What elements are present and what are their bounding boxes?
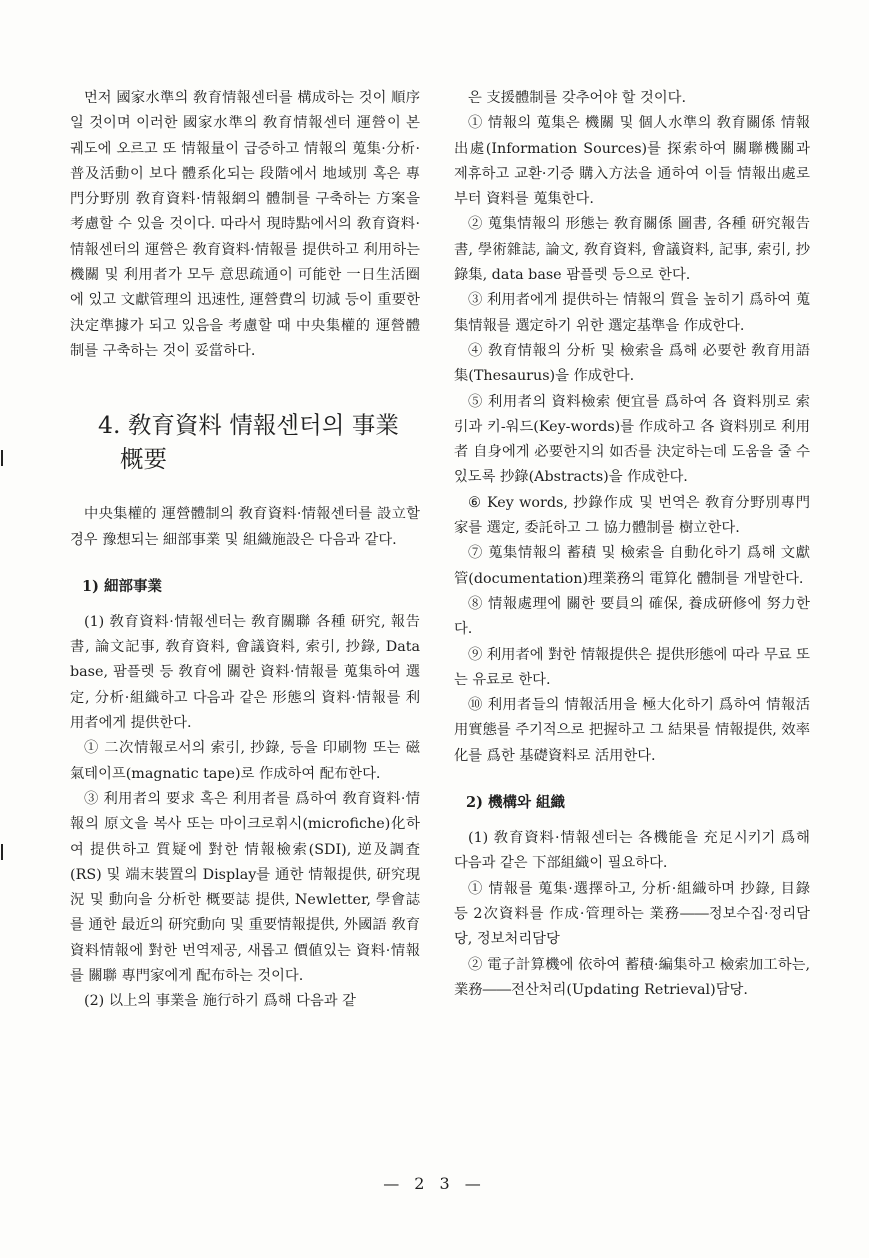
right-column — [454, 86, 810, 1003]
detail-item-1: (1) 敎育資料·情報센터는 敎育關聯 各種 研究, 報告書, 論文記事, 敎育資料, 會議資料, 索引, 抄錄, Data base, 팜플렛 등 敎育에 關한 資料·情報를 蒐集하여 選定, 分析·組織하고 다음과 같은 形態의 資料·情報를 利用者에게 提供한다. — [70, 613, 420, 732]
intro-paragraph: 먼저 國家水準의 敎育情報센터를 構成하는 것이 順序일 것이며 이러한 國家水準의 敎育情報센터 運營이 본 궤도에 오르고 또 情報量이 급증하고 情報의 蒐集·分析·普及活動이 보다 體系化되는 段階에서 地域別 혹은 專門分野別 敎育資料·情報網의 體制를 구축하는 方案을 考慮할 수 있을 것이다. 따라서 現時點에서의 敎育資料·情報센터의 運營은 敎育資料·情報를 提供하고 利用하는 機關 및 利用者가 모두 意思疏通이 可能한 一日生活圈에 있고 文獻管理의 迅速性, 運營費의 切減 등이 重要한 決定準據가 되고 있음을 考慮할 때 中央集權的 運營體制를 구축하는 것이 妥當하다. — [70, 90, 420, 359]
support-item-3: ③ 利用者에게 提供하는 情報의 質을 높히기 爲하여 蒐集情報를 選定하기 위한 選定基準을 作成한다. — [454, 292, 810, 334]
support-item-2: ② 蒐集情報의 形態는 敎育關係 圖書, 各種 研究報告書, 學術雜誌, 論文, 敎育資料, 會議資料, 記事, 索引, 抄錄集, data base 팜플렛 등으로 한다. — [454, 216, 810, 284]
support-item-5: ⑤ 利用者의 資料檢索 便宜를 爲하여 各 資料別로 索引과 키-워드(Key-words)를 作成하고 各 資料別로 利用者 自身에게 必要한지의 如否를 決定하는데 도움을 줄 수 있도록 抄錄(Abstracts)을 作成한다. — [454, 393, 810, 486]
detail-item-2: (2) 以上의 事業을 施行하기 爲해 다음과 같 — [84, 993, 356, 1010]
subsection-heading-details: 1) 細部事業 — [82, 577, 162, 595]
support-item-1: ① 情報의 蒐集은 機關 및 個人水準의 敎育關係 情報出處(Information Sources)를 探索하여 關聯機關과 제휴하고 교환·기증 購入方法을 通하여 이들 情報出處로부터 資料를 蒐集한다. — [454, 115, 810, 208]
detail-item-1b: ③ 利用者의 要求 혹은 利用者를 爲하여 敎育資料·情報의 原文을 복사 또는 마이크로휘시(microfiche)化하여 提供하고 質疑에 對한 情報檢索(SDI), 逆及調査(RS) 및 端末裝置의 Display를 通한 情報提供, 研究現況 및 動向을 分析한 概要誌 提供, Newletter, 學會誌를 通한 最近의 研究動向 및 重要情報提供, 外國語 敎育資料情報에 對한 번역제공, 새롭고 價値있는 資料·情報를 關聯 專門家에게 配布하는 것이다. — [70, 790, 420, 985]
section-heading-line2: 概要 — [120, 445, 167, 474]
support-item-4: ④ 敎育情報의 分析 및 檢索을 爲해 必要한 敎育用語集(Thesaurus)을 作成한다. — [454, 342, 810, 385]
org-item-1a: ① 情報를 蒐集·選擇하고, 分析·組織하며 抄錄, 目錄 등 2次資料를 作成·管理하는 業務――정보수집·정리담당, 정보처리담당 — [454, 880, 810, 948]
section-intro-paragraph: 中央集權的 運營體制의 敎育資料·情報센터를 設立할 경우 豫想되는 細部事業 및 組織施設은 다음과 같다. — [70, 506, 420, 548]
continued-text: 은 支援體制를 갖추어야 할 것이다. — [468, 90, 687, 106]
org-item-1b: ② 電子計算機에 依하여 蓄積·編集하고 檢索加工하는, 業務――전산처리(Updating Retrieval)담당. — [454, 956, 810, 998]
support-item-7: ⑦ 蒐集情報의 蓄積 및 檢索을 自動化하기 爲해 文獻管(documentation)理業務의 電算化 體制를 개발한다. — [454, 545, 810, 587]
margin-mark-top — [1, 450, 3, 466]
org-item-1: (1) 敎育資料·情報센터는 各機能을 充足시키기 爲해 다음과 같은 下部組織이 필요하다. — [454, 830, 810, 872]
support-item-9: ⑨ 利用者에 對한 情報提供은 提供形態에 따라 무료 또는 유료로 한다. — [454, 646, 810, 688]
left-column — [70, 86, 420, 1015]
subsection-heading-organization: 2) 機構와 組織 — [466, 794, 566, 812]
margin-mark-bottom — [1, 844, 3, 860]
section-heading — [70, 408, 420, 476]
support-item-6: ⑥ Key words, 抄錄作成 및 번역은 敎育分野別專門家를 選定, 委託하고 그 協力體制를 樹立한다. — [454, 494, 810, 537]
support-item-8: ⑧ 情報處理에 關한 要員의 確保, 養成硏修에 努力한다. — [454, 595, 810, 638]
detail-item-1a: ① 二次情報로서의 索引, 抄錄, 등을 印刷物 또는 磁氣테이프(magnatic tape)로 作成하여 配布한다. — [70, 740, 420, 782]
section-heading-line1: 4. 敎育資料 情報센터의 事業 — [98, 411, 399, 440]
support-item-10: ⑩ 利用者들의 情報活用을 極大化하기 爲하여 情報活用實態를 주기적으로 把握하고 그 結果를 情報提供, 效率化를 爲한 基礎資料로 活用한다. — [454, 697, 810, 764]
page-number: — 2 3 — — [383, 1174, 486, 1193]
